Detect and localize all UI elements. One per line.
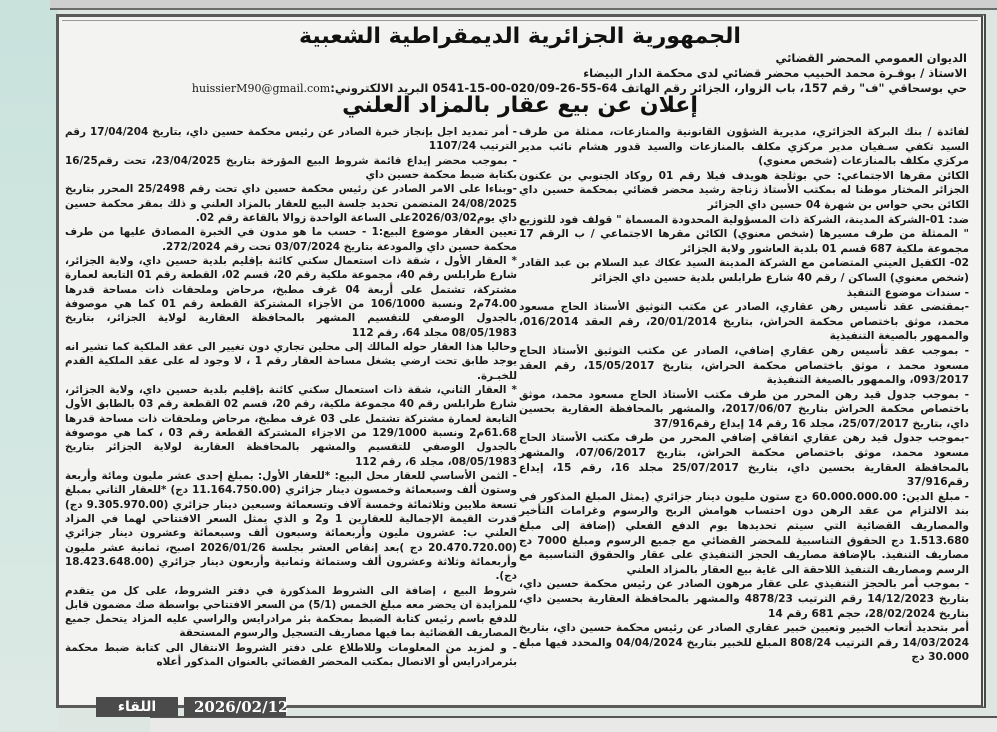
paragraph: - بموجب محضر إيداع قائمة شروط البيع المؤرخة بتاريخ 23/04/2025، تحت رقم16/25 بكتابة ضبط محكمة حسين داي	[65, 154, 517, 181]
paragraph: - بموجب أمر بالحجز التنفيذي على عقار مرهون الصادر عن رئيس محكمة حسين داي، بتاريخ 14/12/2023 رقم الترتيب 4878/23 والمشهر بالمحافظة العقارية بحسين داي، بتاريخ 28/02/2024، حجم 681 رقم 14	[519, 578, 969, 620]
paragraph: - بموجب عقد تأسيس رهن عقاري إضافي، الصادر عن مكتب التوثيق الأستاذ الحاج مسعود محمد ، موثق باختصاص محكمة الحراش، بتاريخ 15/05/2017، رقم العقد 093/2017، والممهور بالصيغة التنفيذية	[519, 344, 969, 387]
paragraph: 02- الكفيل العيني المتضامن مع الشركة المدينة السيد عكاك عبد السلام بن عبد القادر (شخص معنوي) الساكن / رقم 40 شارع طرابلس بلدية حسين داي الجزائر	[519, 257, 969, 284]
paragraph: ضد: 01-الشركة المدينة، الشركة ذات المسؤولية المحدودة المسماة " قولف فود للتوزيع " الممثلة من طرف مسيرها (شخص معنوي) الكائن مقرها الاجتماعي / ب الرقم 17 مجموعة ملكية 687 قسم 01 بلدية العاشور ولاية الجزائر	[519, 213, 969, 255]
footer-badges	[96, 697, 289, 717]
paragraph: - مبلغ الدين: 60.000.000.00 دج ستون مليون دينار جزائري (يمثل المبلغ المذكور في بند الالتزام من عقد الرهن دون احتساب هوامش الربح والرسوم وغرامات التأخير والمصاريف القضائية التي سيتم تحديدها يوم الدفع الفعلي (إضافة إلى مبلغ 1.513.680 دج الحقوق التناسبية للمحضر القضائي مع جميع الرسوم ومبلغ 7000 دج مصاريف التنفيذ. بالإضافة مصاريف الحجز التنفيذي على عقار والحقوق التناسبية مع الرسم ومصاريف التنفيذ اللاحقة الى غاية بيع العقار بالمزاد العلني	[519, 490, 969, 576]
right-column	[519, 125, 969, 665]
paragraph: * العقار الأول ، شقة ذات استعمال سكني كائنة بإقليم بلدية حسين داي، ولاية الجزائر، شارع طرابلس رقم 40، مجموعة ملكية رقم 20، قسم 02، القطعة رقم 01 التابعة لعمارة مشتركة، تشتمل على أربعة 04 غرف مطبخ، مرحاض وملحقات ذات مساحة قدرها 74.00م2 ونسبة 106/1000 من الأجزاء المشتركة القطعة رقم 01 كما هي موصوفة بالجدول الوصفي للتقسيم المشهر بالمحافظة العقارية لولاية الجزائر، بتاريخ 08/05/1983 مجلد 64، رقم 112	[65, 254, 518, 339]
paragraph: -بموجب جدول قيد رهن عقاري اتفاقي إضافي المحرر من طرف مكتب الأستاذ الحاج مسعود محمد، موثق باختصاص محكمة الحراش، بتاريخ 07/06/2017، والمشهر بالمحافظة العقارية بحسين داي، بتاريخ 25/07/2017 مجلد 16، رقم 15، إيداع رقم37/916	[519, 432, 970, 489]
republic-heading: الجمهورية الجزائرية الديمقراطية الشعبية	[299, 24, 741, 49]
left-column	[65, 125, 517, 669]
publication-date-badge: 2026/02/12	[184, 697, 286, 717]
background-margin	[0, 0, 58, 730]
paragraph: * العقار الثاني، شقة ذات استعمال سكني كائنة بإقليم بلدية حسين داي، ولاية الجزائر، شارع طرابلس رقم 40 مجموعة ملكية، رقم 20، قسم 02 القطعة رقم 03 بالطابق الأول التابعة لعمارة مشتركة تشتمل على 03 غرف مطبخ، مرحاض وملحقات ذات مساحة قدرها 61.68م2 ونسبة 129/1000 من الاجزاء المشتركة القطعة رقم 03 ، كما هي موصوفة بالجدول الوصفي للتقسيم والمشهر بالمحافظة العقارية لولاية الجزائر بتاريخ 08/05/1983، مجلد 6، رقم 112	[65, 383, 517, 468]
newspaper-name-badge: اللقاء	[96, 697, 178, 717]
address-text: حي بوسحاقي "ف" رقم 157، باب الزوار، الجزائر رقم الهاتف 64-55-26-020/09-00-15-0541 البريد الالكتروني:	[330, 81, 967, 95]
paragraph: - بموجب جدول قيد رهن المحرر من طرف مكتب الأستاذ الحاج مسعود محمد، موثق باختصاص محكمة الحراش بتاريخ 2017/06/07، والمشهر بالمحافظة العقارية بحسين داي، بتاريخ 25/07/2017، مجلد 16 رقم 14 إيداع رقم37/916	[519, 388, 969, 430]
paragraph: لفائدة / بنك البركة الجزائري، مديرية الشؤون القانونية والمنازعات، ممثلة من طرف السيد تكفي سـفيان مدير مركزي مكلف بالمنازعات والسيد قدور هشام نائب مدير مركزي مكلف بالمنازعات (شخص معنوي)	[519, 126, 969, 168]
notice-title: إعلان عن بيع عقار بالمزاد العلني	[342, 93, 698, 118]
paragraph: - سندات موضوع التنفيذ	[846, 286, 969, 299]
notice-frame	[56, 14, 986, 708]
paragraph: أمر بتحديد أتعاب الخبير وتعيين خبير عقاري الصادر عن رئيس محكمة حسين داي، بتاريخ 14/03/2024 رقم الترتيب 808/24 المبلغ للخبير بتاريخ 04/04/2024 والمحدد فيها مبلغ 30.000 دج	[519, 622, 969, 664]
bailiff-line: الاستاذ / بوقـرة محمد الحبيب محضر قضائي لدى محكمة الدار البيضاء	[583, 66, 967, 80]
paragraph: -وبناءا على الامر الصادر عن رئيس محكمة حسين داي تحت رقم 25/2498 المحرر بتاريخ 24/08/2025 المتضمن تحديد جلسة البيع للعقار بالمزاد العلني و ذلك بمقر محكمة حسين داي يوم2026/03/02على الساعة الواحدة زوالا بالقاعة رقم 02.	[65, 183, 517, 224]
office-line: الديوان العمومي المحضر القضائي	[775, 51, 967, 65]
paragraph: وحاليا هذا العقار حوله المالك إلى محلين تجاري دون تغيير الى عقد الملكية كما تشير انه يوجد طابق تحت ارضي يشغل مساحة العقار رقم 1 ، لا وجود له على عقد الملكية القدم للخبـرة.	[65, 340, 517, 382]
notice-header	[73, 23, 967, 96]
paragraph: -بمقتضى عقد تأسيس رهن عقاري، الصادر عن مكتب التوثيق الأستاذ الحاج مسعود محمد، موثق باختصاص محكمة الحراش، بتاريخ 20/01/2014، رقم العقد 016/2014، والممهور بالصيغة التنفيذية	[519, 301, 969, 343]
paragraph: شروط البيع ، إضافة الى الشروط المذكورة في دفتر الشروط، على كل من يتقدم للمزايدة ان يحضر معه مبلغ الخمس (5/1) من السعر الافتتاحي بواسطة صك مضمون قابل للدفع باسم رئيس كتابة الضبط بمحكمة بئر مرادرايس والراسي عليه المزاد يتحمل جميع المصاريف القضائية بما فيها مصاريف التسجيل والرسوم المستحقة	[65, 584, 517, 640]
email-address: huissierM90@gmail.com	[191, 82, 331, 95]
paragraph: تعيين العقار موضوع البيع:1 - حسب ما هو مدون في الخبرة المصادق عليها من طرف محكمة حسين داي والمودعة بتاريخ 03/07/2024 تحت رقم 272/2024.	[65, 226, 517, 253]
paragraph: الكائن مقرها الاجتماعي: حي بوثلجة هويدف فيلا رقم 01 روكاد الجنوبي بن عكنون الجزائر المختار موطنا له بمكتب الأستاذ زناجة رشيد محضر قضائي بمحكمة حسين داي الكائن بحي حواس بن شهرة 04 حسين داي الجزائر	[519, 169, 970, 211]
paragraph: - أمر تمديد اجل بإنجاز خبرة الصادر عن رئيس محكمة حسين داي، بتاريخ 17/04/204 رقم الترتيب 1107/24	[65, 126, 517, 153]
paragraph: - الثمن الأساسي للعقار محل البيع: *للعقار الأول: بمبلغ إحدى عشر مليون ومائة وأربعة وستون ألف وسبعمائة وخمسون دينار جزائري (11.164.750.00 دج) *للعقار الثاني بمبلغ تسعة ملايين وثلاثمائة وخمسة آلاف وتسعمائة وسبعين دينار جزائري (9.305.970.00 دج) قدرت القيمة الإجمالية للعقارين 1 و2 و الذي يمثل السعر الافتتاحي لهما في المزاد العلني ب: عشرون مليون وأربعمائة وسبعون ألف وسبعمائة وعشرون دينار جزائري (20.470.720.00 دج )بعد إنقاص العشر بجلسة 2026/01/26 اصبح، ثمانية عشر مليون وأربعمائة وثلاثة وعشرون ألف وستمائة وثمانية وأربعون دينار جزائري (18.423.648.00 دج).	[65, 469, 518, 583]
top-border-strip	[50, 0, 997, 10]
paragraph: - و لمزيد من المعلومات وللاطلاع على دفتر الشروط الانتقال الى كتابة ضبط محكمة بئرمرادرايس أو الاتصال بمكتب المحضر القضائي بالعنوان المذكور أعلاه	[65, 641, 517, 669]
